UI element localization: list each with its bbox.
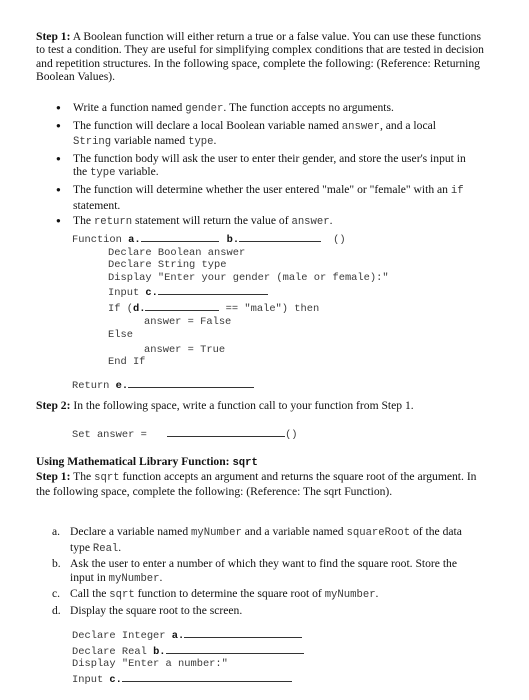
step1-label: Step 1: <box>36 30 71 43</box>
blank-a[interactable] <box>141 231 219 242</box>
bullet-item: ● The return statement will return the value of answer. <box>56 214 476 230</box>
step1-intro <box>36 30 486 84</box>
blank-c[interactable] <box>122 671 292 682</box>
step2-label: Step 2: <box>36 399 71 412</box>
bullet-item: ● Write a function named gender. The function accepts no arguments. <box>56 101 476 117</box>
blank-c[interactable] <box>158 284 268 295</box>
blank-e[interactable] <box>128 377 254 388</box>
math-steps-list <box>52 525 482 619</box>
math-step1: Step 1: The sqrt function accepts an argument and returns the square root of the argument. In the following space, complete the following: (Reference: The sqrt Function). <box>36 470 477 499</box>
blank-a[interactable] <box>184 627 302 638</box>
step2-instruction: Step 2: In the following space, write a function call to your function from Step 1. <box>36 399 414 412</box>
code-block-sqrt: Declare Integer a. Declare Real b. Display "Enter a number:" Input c. <box>72 627 304 686</box>
bullet-item: ● The function body will ask the user to enter their gender, and store the user's input in the type variable. <box>56 152 476 181</box>
list-item: c. Call the sqrt function to determine the square root of myNumber. <box>52 587 379 602</box>
blank-b[interactable] <box>239 231 321 242</box>
blank-d[interactable] <box>145 300 219 311</box>
list-item: b. Ask the user to enter a number of which they want to find the square root. Store the input in myNumber. <box>52 557 457 585</box>
math-heading: Using Mathematical Library Function: sqrt <box>36 455 258 469</box>
blank-b[interactable] <box>166 643 304 654</box>
blank-function-call[interactable] <box>167 426 285 437</box>
list-item: d. Display the square root to the screen. <box>52 603 243 617</box>
list-item: a. Declare a variable named myNumber and a variable named squareRoot of the data type Real. <box>52 525 462 555</box>
step1-text: A Boolean function will either return a true or a false value. You can use these functions to test a condition. They are useful for simplifying complex conditions that are tested in decision and repetition structures. In the following space, complete the following: (Reference: Returning Boolean Values). <box>36 30 484 84</box>
step1-bullets <box>56 101 476 232</box>
code-block-function: Function a. b. () Declare Boolean answer Declare String type Display "Enter your gender (male or female):" Input c. If (d. == "male") then answer = False Else answer = True End If Return e. <box>72 231 389 393</box>
step2-code: Set answer = () <box>72 426 298 441</box>
bullet-item: ● The function will declare a local Boolean variable named answer, and a local String variable named type. <box>56 119 476 150</box>
bullet-item: ● The function will determine whether the user entered "male" or "female" with an if statement. <box>56 183 476 212</box>
